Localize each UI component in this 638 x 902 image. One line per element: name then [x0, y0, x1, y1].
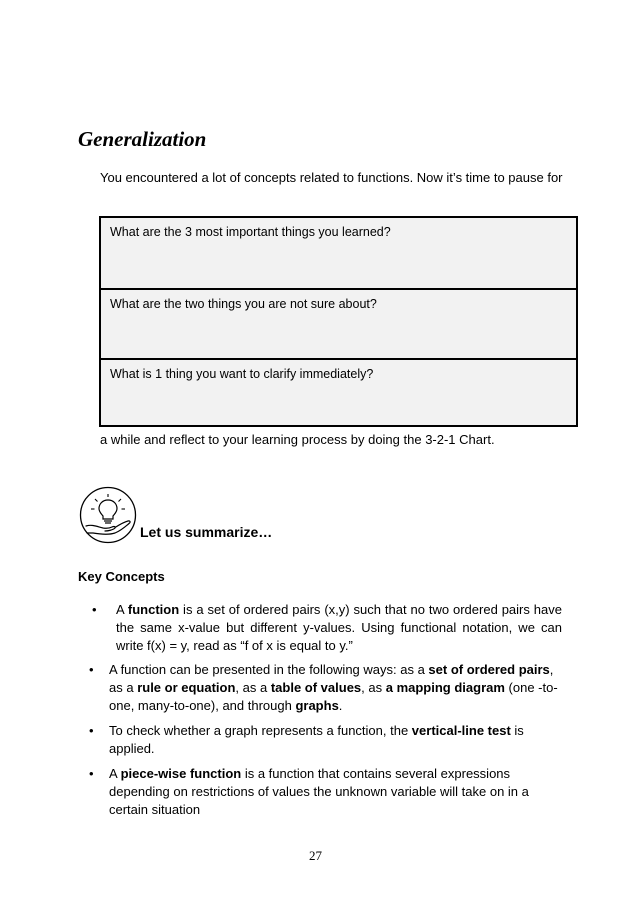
list-item: • A function is a set of ordered pairs (x,y) such that no two ordered pairs have the same x-value but different y-values. Using functional notation, we can write f(x) = y, read as “f of x is equal to y.”	[84, 601, 564, 655]
intro-text: You encountered a lot of concepts related to functions. Now it’s time to pause for	[100, 170, 563, 185]
three-two-one-chart	[99, 216, 578, 427]
summary-title: Let us summarize…	[140, 524, 273, 540]
chart-row-prompt: What are the 3 most important things you learned?	[110, 225, 391, 239]
list-item: • A function can be presented in the following ways: as a set of ordered pairs, as a rule or equation, as a table of values, as a mapping diagram (one -to-one, many-to-one), and through graphs.	[84, 661, 564, 715]
list-item: • To check whether a graph represents a function, the vertical-line test is applied.	[84, 722, 564, 758]
page-number: 27	[309, 848, 322, 863]
list-item: • A piece-wise function is a function that contains several expressions depending on restrictions of values the unknown variable will take on in a certain situation	[84, 765, 564, 819]
outro-text: a while and reflect to your learning process by doing the 3-2-1 Chart.	[100, 432, 495, 447]
key-concepts-title: Key Concepts	[78, 569, 165, 584]
chart-row-one[interactable]	[101, 358, 576, 428]
key-concepts-list-first	[84, 601, 564, 662]
chart-row-prompt: What are the two things you are not sure about?	[110, 297, 377, 311]
key-concepts-list	[84, 661, 564, 826]
lightbulb-hand-icon	[79, 486, 137, 544]
chart-row-three[interactable]	[101, 218, 576, 288]
chart-row-prompt: What is 1 thing you want to clarify immediately?	[110, 367, 374, 381]
section-heading: Generalization	[78, 127, 207, 151]
chart-row-two[interactable]	[101, 288, 576, 358]
